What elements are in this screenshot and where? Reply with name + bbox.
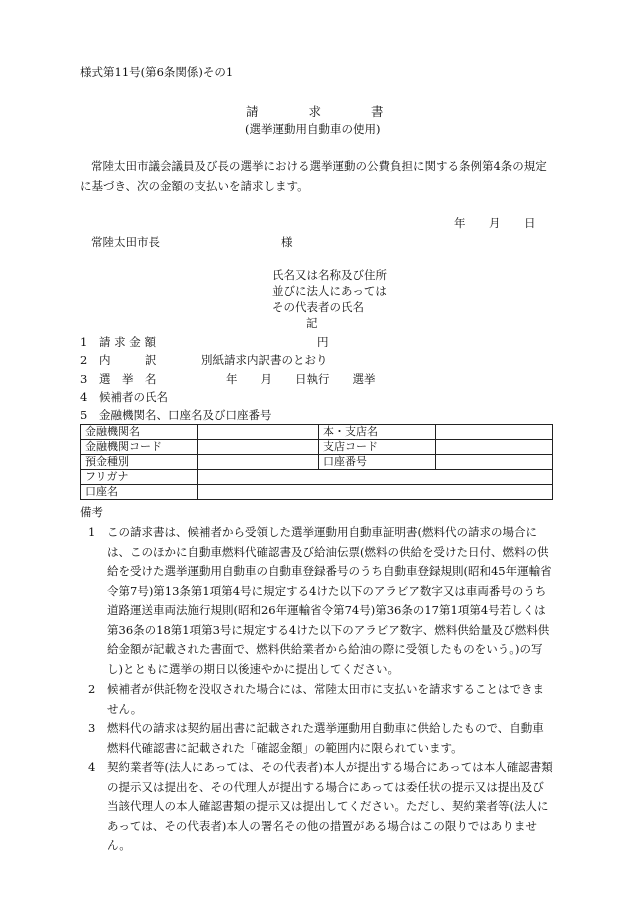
remark-number: 3 [88,721,96,735]
item-value: 円 [317,335,329,349]
bank-name-field[interactable] [198,425,319,440]
item-label: 候補者の氏名 [99,390,168,404]
item-number: 1 [80,335,88,349]
table-row [81,455,553,470]
furigana-field[interactable] [198,470,553,485]
remark-item [88,719,553,758]
table-row [81,470,553,485]
branch-code-label: 支店コード [319,440,436,455]
claimant-label-line1: 氏名又は名称及び住所 [272,268,387,282]
account-number-label: 口座番号 [319,455,436,470]
claimant-label-line2: 並びに法人にあっては [272,284,387,298]
bank-name-label: 金融機関名 [81,425,198,440]
remark-text: 燃料代の請求は契約届出書に記載された選挙運動用自動車に供給したもので、自動車燃料代確認書に記載された「確認金額」の範囲内に限られています。 [107,721,544,755]
remark-text: この請求書は、候補者から受領した選挙運動用自動車証明書(燃料代の請求の場合には、このほかに自動車燃料代確認書及び給油伝票(燃料の供給を受けた日付、燃料の供給を受けた選挙運動用自動車の自動車登録番号のうち自動車登録規則(昭和45年運輸省令第7号)第13条第1項第4号に規定する4けた以下のアラビア数字又は車両番号のうち道路運送車両法施行規則(昭和26年運輸省令第74号)第36条の17第1項第4号若しくは第36条の18第1項第3号に規定する4けた以下のアラビア数字、燃料供給量及び燃料供給金額が記載された書面で、燃料供給業者から給油の際に受領したものをいう。)の写し)とともに選挙の期日以後速やかに提出してください。 [107,525,552,676]
table-row [81,425,553,440]
document-title: 請 求 書 [246,104,384,119]
table-row [81,440,553,455]
account-name-label: 口座名 [81,485,198,500]
form-number: 様式第11号(第6条関係)その1 [80,65,234,79]
remark-number: 2 [88,682,96,696]
account-number-field[interactable] [436,455,553,470]
remark-number: 1 [88,525,96,539]
item-number: 5 [80,408,88,422]
item-label: 内 訳 [99,353,157,367]
claimant-label-line3: その代表者の氏名 [272,300,364,314]
deposit-type-label: 預金種別 [81,455,198,470]
item-label: 金融機関名、口座名及び口座番号 [99,408,272,422]
date-month: 月 [489,216,501,230]
addressee-honorific: 様 [281,235,293,249]
intro-paragraph [80,156,550,196]
document-subtitle: (選挙運動用自動車の使用) [245,122,381,136]
branch-code-field[interactable] [436,440,553,455]
account-name-field[interactable] [198,485,553,500]
item-number: 4 [80,390,88,404]
branch-name-field[interactable] [436,425,553,440]
branch-name-label: 本・支店名 [319,425,436,440]
item-label: 請 求 金 額 [99,335,156,349]
bank-code-field[interactable] [198,440,319,455]
remark-text: 契約業者等(法人にあっては、その代表者)本人が提出する場合にあっては本人確認書類の提示又は提出を、その代理人が提出する場合にあっては委任状の提示又は提出及び当該代理人の本人確認書類の提示又は提出してください。ただし、契約業者等(法人にあっては、その代表者)本人の署名その他の措置がある場合はこの限りではありません。 [107,760,553,852]
item-value: 年 月 日執行 選挙 [226,372,376,386]
furigana-label: フリガナ [81,470,198,485]
date-year: 年 [454,216,466,230]
intro-text: 常陸太田市議会議員及び長の選挙における選挙運動の公費負担に関する条例第4条の規定に基づき、次の金額の支払いを請求します。 [80,159,547,193]
remark-number: 4 [88,760,96,774]
remark-text: 候補者が供託物を没収された場合には、常陸太田市に支払いを請求することはできません。 [107,682,544,716]
ki-heading: 記 [306,316,318,330]
table-row [81,485,553,500]
remark-item [88,758,553,856]
remarks-heading: 備考 [80,505,103,519]
remark-item [88,680,553,719]
remark-item [88,523,553,679]
bank-account-table [80,424,553,500]
date-day: 日 [524,216,536,230]
item-label: 選 挙 名 [99,372,157,386]
item-value: 別紙請求内訳書のとおり [201,353,328,367]
item-number: 3 [80,372,88,386]
addressee-name: 常陸太田市長 [91,235,160,249]
item-number: 2 [80,353,88,367]
bank-code-label: 金融機関コード [81,440,198,455]
deposit-type-field[interactable] [198,455,319,470]
